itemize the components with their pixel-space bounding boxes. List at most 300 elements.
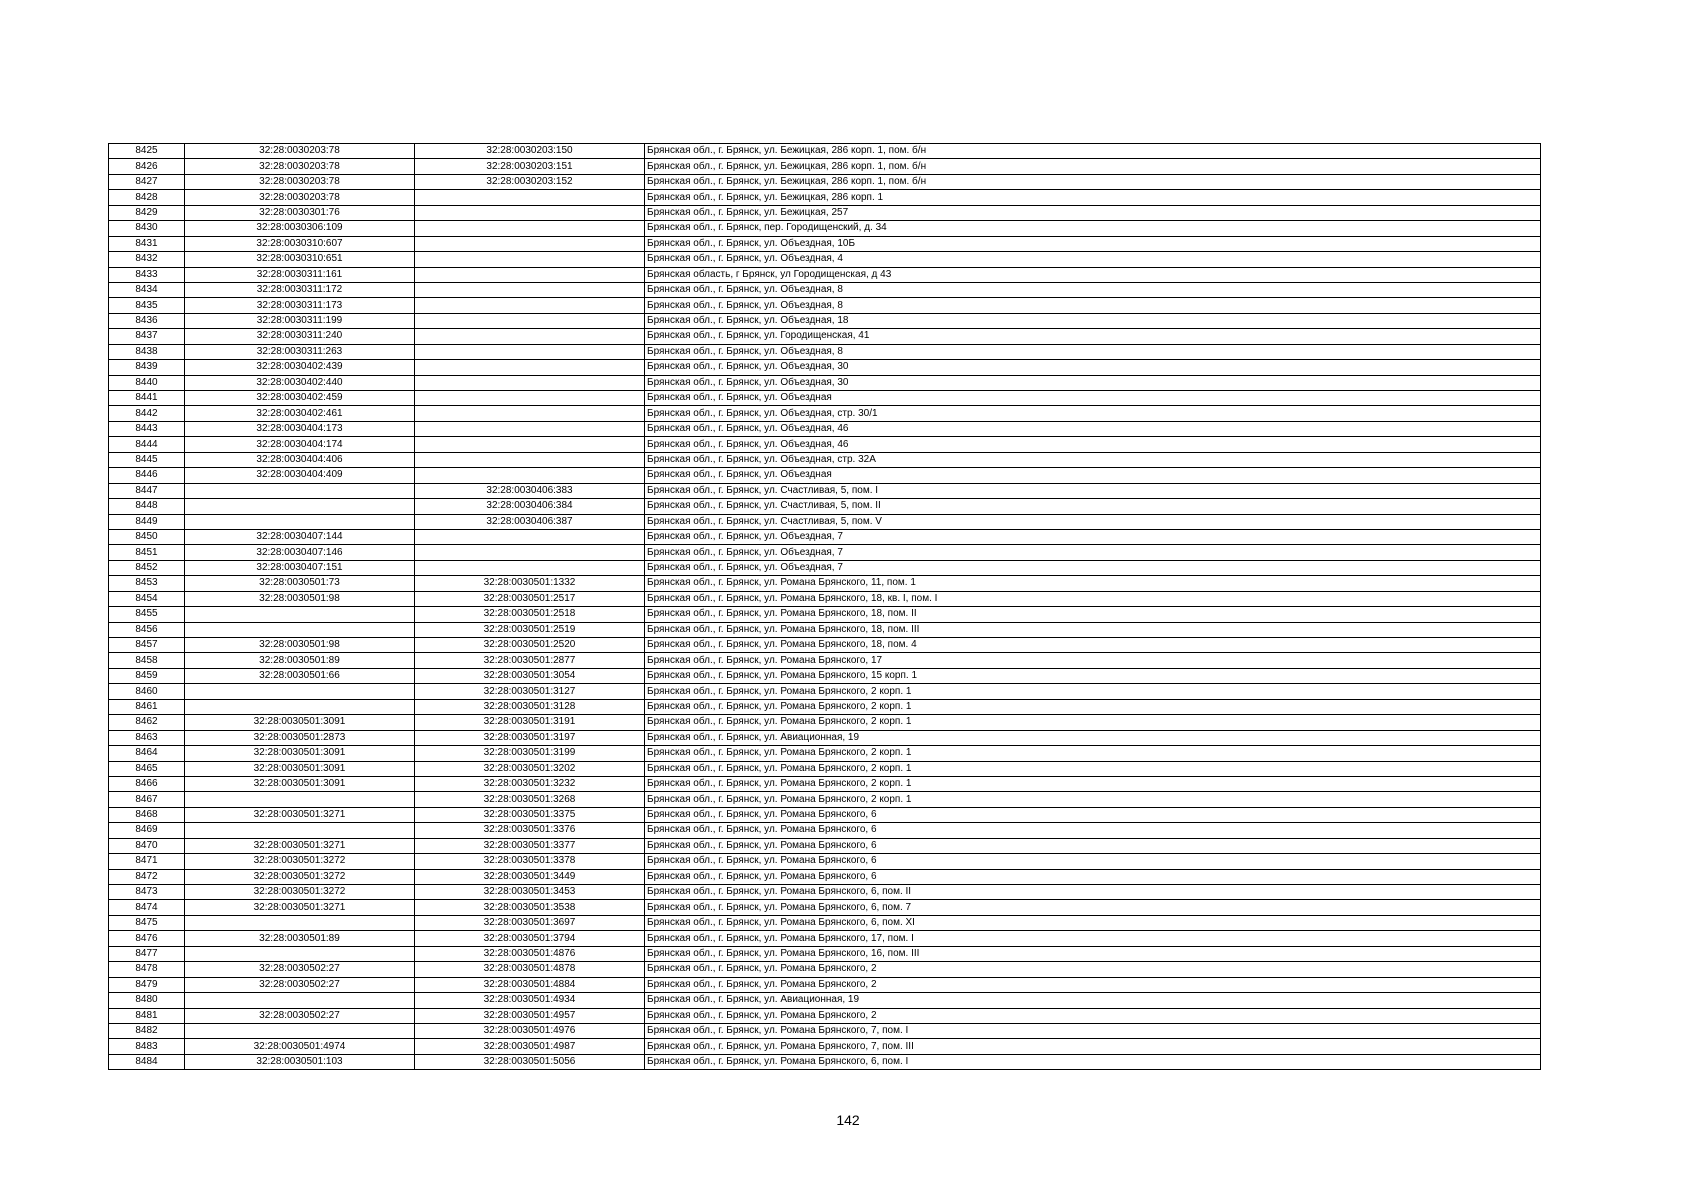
- row-number-cell: 8455: [109, 607, 185, 622]
- land-cadastral-number-cell: 32:28:0030501:2873: [185, 730, 415, 745]
- land-cadastral-number-cell: [185, 499, 415, 514]
- building-cadastral-number-cell: 32:28:0030501:4876: [415, 946, 645, 961]
- address-cell: Брянская обл., г. Брянск, ул. Романа Брянского, 2 корп. 1: [645, 715, 1541, 730]
- address-cell: Брянская обл., г. Брянск, ул. Объездная, стр. 30/1: [645, 406, 1541, 421]
- land-cadastral-number-cell: 32:28:0030310:651: [185, 252, 415, 267]
- address-cell: Брянская обл., г. Брянск, ул. Романа Брянского, 18, кв. I, пом. I: [645, 591, 1541, 606]
- row-number-cell: 8468: [109, 807, 185, 822]
- row-number-cell: 8471: [109, 854, 185, 869]
- row-number-cell: 8451: [109, 545, 185, 560]
- table-row: [109, 221, 1541, 236]
- address-cell: Брянская обл., г. Брянск, ул. Романа Брянского, 18, пом. 4: [645, 638, 1541, 653]
- row-number-cell: 8457: [109, 638, 185, 653]
- land-cadastral-number-cell: 32:28:0030311:199: [185, 313, 415, 328]
- row-number-cell: 8446: [109, 468, 185, 483]
- table-row: [109, 885, 1541, 900]
- land-cadastral-number-cell: [185, 823, 415, 838]
- address-cell: Брянская обл., г. Брянск, ул. Объездная, 8: [645, 282, 1541, 297]
- table-row: [109, 607, 1541, 622]
- table-row: [109, 514, 1541, 529]
- row-number-cell: 8473: [109, 885, 185, 900]
- land-cadastral-number-cell: 32:28:0030501:3271: [185, 838, 415, 853]
- address-cell: Брянская обл., г. Брянск, ул. Объездная: [645, 468, 1541, 483]
- row-number-cell: 8443: [109, 421, 185, 436]
- building-cadastral-number-cell: [415, 313, 645, 328]
- row-number-cell: 8432: [109, 252, 185, 267]
- row-number-cell: 8479: [109, 977, 185, 992]
- address-cell: Брянская обл., г. Брянск, ул. Романа Брянского, 2: [645, 977, 1541, 992]
- address-cell: Брянская обл., г. Брянск, ул. Романа Брянского, 6, пом. 7: [645, 900, 1541, 915]
- row-number-cell: 8463: [109, 730, 185, 745]
- row-number-cell: 8462: [109, 715, 185, 730]
- address-cell: Брянская обл., г. Брянск, ул. Счастливая, 5, пом. I: [645, 483, 1541, 498]
- address-cell: Брянская обл., г. Брянск, ул. Романа Брянского, 2 корп. 1: [645, 684, 1541, 699]
- table-row: [109, 684, 1541, 699]
- address-cell: Брянская обл., г. Брянск, ул. Романа Брянского, 11, пом. 1: [645, 576, 1541, 591]
- building-cadastral-number-cell: [415, 545, 645, 560]
- table-row: [109, 560, 1541, 575]
- address-cell: Брянская обл., г. Брянск, ул. Романа Брянского, 2 корп. 1: [645, 699, 1541, 714]
- table-row: [109, 715, 1541, 730]
- land-cadastral-number-cell: 32:28:0030502:27: [185, 977, 415, 992]
- building-cadastral-number-cell: 32:28:0030501:3794: [415, 931, 645, 946]
- building-cadastral-number-cell: 32:28:0030501:3378: [415, 854, 645, 869]
- table-row: [109, 1039, 1541, 1054]
- building-cadastral-number-cell: 32:28:0030501:3191: [415, 715, 645, 730]
- address-cell: Брянская обл., г. Брянск, ул. Бежицкая, 286 корп. 1, пом. б/н: [645, 174, 1541, 189]
- building-cadastral-number-cell: 32:28:0030501:3538: [415, 900, 645, 915]
- land-cadastral-number-cell: 32:28:0030501:66: [185, 668, 415, 683]
- row-number-cell: 8477: [109, 946, 185, 961]
- table-body: [109, 144, 1541, 1070]
- building-cadastral-number-cell: 32:28:0030501:3449: [415, 869, 645, 884]
- land-cadastral-number-cell: 32:28:0030501:103: [185, 1054, 415, 1069]
- table-row: [109, 391, 1541, 406]
- land-cadastral-number-cell: 32:28:0030402:440: [185, 375, 415, 390]
- address-cell: Брянская обл., г. Брянск, ул. Счастливая, 5, пом. V: [645, 514, 1541, 529]
- building-cadastral-number-cell: [415, 205, 645, 220]
- address-cell: Брянская обл., г. Брянск, ул. Романа Брянского, 7, пом. III: [645, 1039, 1541, 1054]
- land-cadastral-number-cell: 32:28:0030501:3091: [185, 761, 415, 776]
- row-number-cell: 8460: [109, 684, 185, 699]
- building-cadastral-number-cell: 32:28:0030501:3268: [415, 792, 645, 807]
- row-number-cell: 8464: [109, 746, 185, 761]
- land-cadastral-number-cell: [185, 792, 415, 807]
- land-cadastral-number-cell: 32:28:0030310:607: [185, 236, 415, 251]
- row-number-cell: 8461: [109, 699, 185, 714]
- address-cell: Брянская обл., г. Брянск, ул. Объездная, 4: [645, 252, 1541, 267]
- building-cadastral-number-cell: [415, 221, 645, 236]
- table-row: [109, 329, 1541, 344]
- table-row: [109, 190, 1541, 205]
- row-number-cell: 8467: [109, 792, 185, 807]
- land-cadastral-number-cell: 32:28:0030501:3091: [185, 715, 415, 730]
- address-cell: Брянская обл., г. Брянск, ул. Городищенская, 41: [645, 329, 1541, 344]
- land-cadastral-number-cell: 32:28:0030402:459: [185, 391, 415, 406]
- land-cadastral-number-cell: [185, 915, 415, 930]
- land-cadastral-number-cell: 32:28:0030404:174: [185, 437, 415, 452]
- land-cadastral-number-cell: 32:28:0030501:3271: [185, 900, 415, 915]
- row-number-cell: 8465: [109, 761, 185, 776]
- row-number-cell: 8458: [109, 653, 185, 668]
- building-cadastral-number-cell: [415, 298, 645, 313]
- row-number-cell: 8435: [109, 298, 185, 313]
- building-cadastral-number-cell: [415, 375, 645, 390]
- address-cell: Брянская обл., г. Брянск, ул. Объездная, стр. 32А: [645, 452, 1541, 467]
- building-cadastral-number-cell: 32:28:0030501:2518: [415, 607, 645, 622]
- row-number-cell: 8470: [109, 838, 185, 853]
- table-row: [109, 529, 1541, 544]
- address-cell: Брянская обл., г. Брянск, ул. Авиационная, 19: [645, 730, 1541, 745]
- land-cadastral-number-cell: 32:28:0030311:161: [185, 267, 415, 282]
- building-cadastral-number-cell: [415, 267, 645, 282]
- row-number-cell: 8472: [109, 869, 185, 884]
- land-cadastral-number-cell: 32:28:0030407:144: [185, 529, 415, 544]
- building-cadastral-number-cell: 32:28:0030501:1332: [415, 576, 645, 591]
- building-cadastral-number-cell: 32:28:0030501:4976: [415, 1023, 645, 1038]
- building-cadastral-number-cell: 32:28:0030501:3375: [415, 807, 645, 822]
- address-cell: Брянская обл., г. Брянск, ул. Романа Брянского, 6, пом. I: [645, 1054, 1541, 1069]
- row-number-cell: 8454: [109, 591, 185, 606]
- building-cadastral-number-cell: [415, 437, 645, 452]
- address-cell: Брянская обл., г. Брянск, ул. Романа Брянского, 17, пом. I: [645, 931, 1541, 946]
- address-cell: Брянская обл., г. Брянск, ул. Объездная, 30: [645, 375, 1541, 390]
- address-cell: Брянская обл., г. Брянск, ул. Объездная, 18: [645, 313, 1541, 328]
- building-cadastral-number-cell: [415, 560, 645, 575]
- land-cadastral-number-cell: 32:28:0030501:98: [185, 591, 415, 606]
- land-cadastral-number-cell: 32:28:0030203:78: [185, 190, 415, 205]
- address-cell: Брянская обл., г. Брянск, ул. Романа Брянского, 15 корп. 1: [645, 668, 1541, 683]
- table-row: [109, 298, 1541, 313]
- address-cell: Брянская обл., г. Брянск, ул. Объездная: [645, 391, 1541, 406]
- building-cadastral-number-cell: 32:28:0030501:2520: [415, 638, 645, 653]
- table-row: [109, 545, 1541, 560]
- building-cadastral-number-cell: 32:28:0030501:3197: [415, 730, 645, 745]
- table-row: [109, 622, 1541, 637]
- table-row: [109, 437, 1541, 452]
- address-cell: Брянская обл., г. Брянск, пер. Городищенский, д. 34: [645, 221, 1541, 236]
- building-cadastral-number-cell: [415, 329, 645, 344]
- row-number-cell: 8453: [109, 576, 185, 591]
- table-row: [109, 591, 1541, 606]
- row-number-cell: 8475: [109, 915, 185, 930]
- address-cell: Брянская обл., г. Брянск, ул. Романа Брянского, 2: [645, 962, 1541, 977]
- address-cell: Брянская обл., г. Брянск, ул. Романа Брянского, 18, пом. III: [645, 622, 1541, 637]
- address-cell: Брянская обл., г. Брянск, ул. Бежицкая, 286 корп. 1: [645, 190, 1541, 205]
- address-cell: Брянская обл., г. Брянск, ул. Романа Брянского, 2 корп. 1: [645, 792, 1541, 807]
- row-number-cell: 8447: [109, 483, 185, 498]
- land-cadastral-number-cell: [185, 684, 415, 699]
- table-row: [109, 252, 1541, 267]
- building-cadastral-number-cell: 32:28:0030501:3376: [415, 823, 645, 838]
- table-row: [109, 915, 1541, 930]
- building-cadastral-number-cell: 32:28:0030501:3202: [415, 761, 645, 776]
- land-cadastral-number-cell: 32:28:0030404:409: [185, 468, 415, 483]
- land-cadastral-number-cell: [185, 946, 415, 961]
- row-number-cell: 8466: [109, 776, 185, 791]
- table-row: [109, 282, 1541, 297]
- table-row: [109, 468, 1541, 483]
- row-number-cell: 8452: [109, 560, 185, 575]
- building-cadastral-number-cell: 32:28:0030406:383: [415, 483, 645, 498]
- land-cadastral-number-cell: 32:28:0030311:263: [185, 344, 415, 359]
- address-cell: Брянская обл., г. Брянск, ул. Романа Брянского, 6: [645, 823, 1541, 838]
- building-cadastral-number-cell: [415, 282, 645, 297]
- row-number-cell: 8433: [109, 267, 185, 282]
- row-number-cell: 8481: [109, 1008, 185, 1023]
- row-number-cell: 8430: [109, 221, 185, 236]
- building-cadastral-number-cell: 32:28:0030501:4934: [415, 993, 645, 1008]
- row-number-cell: 8428: [109, 190, 185, 205]
- land-cadastral-number-cell: [185, 1023, 415, 1038]
- address-cell: Брянская обл., г. Брянск, ул. Романа Брянского, 6, пом. XI: [645, 915, 1541, 930]
- address-cell: Брянская область, г Брянск, ул Городищенская, д 43: [645, 267, 1541, 282]
- address-cell: Брянская обл., г. Брянск, ул. Объездная, 8: [645, 298, 1541, 313]
- address-cell: Брянская обл., г. Брянск, ул. Романа Брянского, 6: [645, 838, 1541, 853]
- table-row: [109, 174, 1541, 189]
- address-cell: Брянская обл., г. Брянск, ул. Объездная, 30: [645, 360, 1541, 375]
- address-cell: Брянская обл., г. Брянск, ул. Бежицкая, 286 корп. 1, пом. б/н: [645, 159, 1541, 174]
- land-cadastral-number-cell: 32:28:0030407:146: [185, 545, 415, 560]
- land-cadastral-number-cell: 32:28:0030407:151: [185, 560, 415, 575]
- land-cadastral-number-cell: 32:28:0030311:172: [185, 282, 415, 297]
- address-cell: Брянская обл., г. Брянск, ул. Романа Брянского, 16, пом. III: [645, 946, 1541, 961]
- building-cadastral-number-cell: 32:28:0030501:4957: [415, 1008, 645, 1023]
- building-cadastral-number-cell: 32:28:0030501:2517: [415, 591, 645, 606]
- row-number-cell: 8482: [109, 1023, 185, 1038]
- land-cadastral-number-cell: 32:28:0030306:109: [185, 221, 415, 236]
- table-row: [109, 653, 1541, 668]
- table-row: [109, 931, 1541, 946]
- land-cadastral-number-cell: 32:28:0030203:78: [185, 174, 415, 189]
- land-cadastral-number-cell: 32:28:0030501:3272: [185, 854, 415, 869]
- building-cadastral-number-cell: 32:28:0030501:3697: [415, 915, 645, 930]
- row-number-cell: 8434: [109, 282, 185, 297]
- building-cadastral-number-cell: 32:28:0030501:3453: [415, 885, 645, 900]
- row-number-cell: 8469: [109, 823, 185, 838]
- land-cadastral-number-cell: 32:28:0030311:173: [185, 298, 415, 313]
- row-number-cell: 8459: [109, 668, 185, 683]
- building-cadastral-number-cell: 32:28:0030501:4878: [415, 962, 645, 977]
- address-cell: Брянская обл., г. Брянск, ул. Романа Брянского, 6: [645, 854, 1541, 869]
- table-row: [109, 267, 1541, 282]
- address-cell: Брянская обл., г. Брянск, ул. Счастливая, 5, пом. II: [645, 499, 1541, 514]
- table-row: [109, 807, 1541, 822]
- table-row: [109, 776, 1541, 791]
- address-cell: Брянская обл., г. Брянск, ул. Романа Брянского, 6, пом. II: [645, 885, 1541, 900]
- table-row: [109, 792, 1541, 807]
- address-cell: Брянская обл., г. Брянск, ул. Романа Брянского, 7, пом. I: [645, 1023, 1541, 1038]
- building-cadastral-number-cell: 32:28:0030501:2519: [415, 622, 645, 637]
- row-number-cell: 8429: [109, 205, 185, 220]
- address-cell: Брянская обл., г. Брянск, ул. Романа Брянского, 6: [645, 807, 1541, 822]
- address-cell: Брянская обл., г. Брянск, ул. Романа Брянского, 2 корп. 1: [645, 746, 1541, 761]
- table-row: [109, 1008, 1541, 1023]
- land-cadastral-number-cell: [185, 622, 415, 637]
- land-cadastral-number-cell: 32:28:0030501:98: [185, 638, 415, 653]
- row-number-cell: 8425: [109, 144, 185, 159]
- page-number: 142: [836, 1112, 860, 1128]
- table-row: [109, 144, 1541, 159]
- row-number-cell: 8448: [109, 499, 185, 514]
- property-table: [108, 143, 1541, 1070]
- land-cadastral-number-cell: [185, 483, 415, 498]
- land-cadastral-number-cell: [185, 993, 415, 1008]
- row-number-cell: 8450: [109, 529, 185, 544]
- table-row: [109, 761, 1541, 776]
- table-row: [109, 699, 1541, 714]
- row-number-cell: 8440: [109, 375, 185, 390]
- address-cell: Брянская обл., г. Брянск, ул. Объездная, 7: [645, 545, 1541, 560]
- building-cadastral-number-cell: 32:28:0030501:3199: [415, 746, 645, 761]
- land-cadastral-number-cell: 32:28:0030404:406: [185, 452, 415, 467]
- row-number-cell: 8483: [109, 1039, 185, 1054]
- address-cell: Брянская обл., г. Брянск, ул. Объездная, 7: [645, 560, 1541, 575]
- building-cadastral-number-cell: 32:28:0030501:3127: [415, 684, 645, 699]
- building-cadastral-number-cell: 32:28:0030501:5056: [415, 1054, 645, 1069]
- building-cadastral-number-cell: 32:28:0030501:3232: [415, 776, 645, 791]
- building-cadastral-number-cell: [415, 421, 645, 436]
- row-number-cell: 8456: [109, 622, 185, 637]
- table-row: [109, 406, 1541, 421]
- land-cadastral-number-cell: 32:28:0030203:78: [185, 159, 415, 174]
- table-row: [109, 869, 1541, 884]
- table-row: [109, 993, 1541, 1008]
- address-cell: Брянская обл., г. Брянск, ул. Объездная, 10Б: [645, 236, 1541, 251]
- row-number-cell: 8438: [109, 344, 185, 359]
- address-cell: Брянская обл., г. Брянск, ул. Объездная, 7: [645, 529, 1541, 544]
- building-cadastral-number-cell: [415, 236, 645, 251]
- row-number-cell: 8427: [109, 174, 185, 189]
- land-cadastral-number-cell: 32:28:0030402:461: [185, 406, 415, 421]
- land-cadastral-number-cell: 32:28:0030501:3272: [185, 869, 415, 884]
- land-cadastral-number-cell: 32:28:0030203:78: [185, 144, 415, 159]
- table-row: [109, 375, 1541, 390]
- table-row: [109, 499, 1541, 514]
- address-cell: Брянская обл., г. Брянск, ул. Романа Брянского, 18, пом. II: [645, 607, 1541, 622]
- land-cadastral-number-cell: [185, 699, 415, 714]
- address-cell: Брянская обл., г. Брянск, ул. Романа Брянского, 2 корп. 1: [645, 776, 1541, 791]
- building-cadastral-number-cell: 32:28:0030501:4987: [415, 1039, 645, 1054]
- land-cadastral-number-cell: 32:28:0030501:3091: [185, 776, 415, 791]
- table-row: [109, 452, 1541, 467]
- building-cadastral-number-cell: 32:28:0030501:3377: [415, 838, 645, 853]
- building-cadastral-number-cell: [415, 529, 645, 544]
- land-cadastral-number-cell: 32:28:0030311:240: [185, 329, 415, 344]
- row-number-cell: 8439: [109, 360, 185, 375]
- row-number-cell: 8476: [109, 931, 185, 946]
- building-cadastral-number-cell: [415, 344, 645, 359]
- row-number-cell: 8437: [109, 329, 185, 344]
- address-cell: Брянская обл., г. Брянск, ул. Объездная, 46: [645, 437, 1541, 452]
- table-row: [109, 977, 1541, 992]
- address-cell: Брянская обл., г. Брянск, ул. Объездная, 46: [645, 421, 1541, 436]
- land-cadastral-number-cell: 32:28:0030301:76: [185, 205, 415, 220]
- row-number-cell: 8441: [109, 391, 185, 406]
- building-cadastral-number-cell: [415, 360, 645, 375]
- building-cadastral-number-cell: [415, 468, 645, 483]
- land-cadastral-number-cell: 32:28:0030501:3272: [185, 885, 415, 900]
- table-row: [109, 205, 1541, 220]
- table-row: [109, 360, 1541, 375]
- building-cadastral-number-cell: 32:28:0030203:152: [415, 174, 645, 189]
- land-cadastral-number-cell: 32:28:0030501:89: [185, 653, 415, 668]
- address-cell: Брянская обл., г. Брянск, ул. Романа Брянского, 2: [645, 1008, 1541, 1023]
- building-cadastral-number-cell: [415, 190, 645, 205]
- land-cadastral-number-cell: 32:28:0030502:27: [185, 1008, 415, 1023]
- address-cell: Брянская обл., г. Брянск, ул. Объездная, 8: [645, 344, 1541, 359]
- land-cadastral-number-cell: 32:28:0030502:27: [185, 962, 415, 977]
- table-row: [109, 962, 1541, 977]
- row-number-cell: 8426: [109, 159, 185, 174]
- table-row: [109, 823, 1541, 838]
- row-number-cell: 8474: [109, 900, 185, 915]
- land-cadastral-number-cell: 32:28:0030501:4974: [185, 1039, 415, 1054]
- building-cadastral-number-cell: 32:28:0030203:150: [415, 144, 645, 159]
- table-row: [109, 946, 1541, 961]
- address-cell: Брянская обл., г. Брянск, ул. Бежицкая, 286 корп. 1, пом. б/н: [645, 144, 1541, 159]
- table-row: [109, 668, 1541, 683]
- table-row: [109, 159, 1541, 174]
- row-number-cell: 8484: [109, 1054, 185, 1069]
- table-row: [109, 421, 1541, 436]
- address-cell: Брянская обл., г. Брянск, ул. Романа Брянского, 2 корп. 1: [645, 761, 1541, 776]
- row-number-cell: 8445: [109, 452, 185, 467]
- land-cadastral-number-cell: 32:28:0030501:73: [185, 576, 415, 591]
- building-cadastral-number-cell: 32:28:0030406:384: [415, 499, 645, 514]
- table-row: [109, 1023, 1541, 1038]
- row-number-cell: 8478: [109, 962, 185, 977]
- table-row: [109, 576, 1541, 591]
- table-row: [109, 638, 1541, 653]
- table-row: [109, 344, 1541, 359]
- land-cadastral-number-cell: 32:28:0030501:89: [185, 931, 415, 946]
- building-cadastral-number-cell: [415, 252, 645, 267]
- land-cadastral-number-cell: 32:28:0030402:439: [185, 360, 415, 375]
- table-row: [109, 1054, 1541, 1069]
- row-number-cell: 8431: [109, 236, 185, 251]
- building-cadastral-number-cell: 32:28:0030203:151: [415, 159, 645, 174]
- table-row: [109, 900, 1541, 915]
- building-cadastral-number-cell: [415, 406, 645, 421]
- building-cadastral-number-cell: 32:28:0030501:2877: [415, 653, 645, 668]
- row-number-cell: 8449: [109, 514, 185, 529]
- row-number-cell: 8436: [109, 313, 185, 328]
- land-cadastral-number-cell: [185, 607, 415, 622]
- address-cell: Брянская обл., г. Брянск, ул. Бежицкая, 257: [645, 205, 1541, 220]
- land-cadastral-number-cell: 32:28:0030404:173: [185, 421, 415, 436]
- table-row: [109, 746, 1541, 761]
- row-number-cell: 8444: [109, 437, 185, 452]
- address-cell: Брянская обл., г. Брянск, ул. Романа Брянского, 6: [645, 869, 1541, 884]
- address-cell: Брянская обл., г. Брянск, ул. Романа Брянского, 17: [645, 653, 1541, 668]
- address-cell: Брянская обл., г. Брянск, ул. Авиационная, 19: [645, 993, 1541, 1008]
- building-cadastral-number-cell: 32:28:0030501:3054: [415, 668, 645, 683]
- land-cadastral-number-cell: 32:28:0030501:3271: [185, 807, 415, 822]
- building-cadastral-number-cell: 32:28:0030501:3128: [415, 699, 645, 714]
- row-number-cell: 8480: [109, 993, 185, 1008]
- land-cadastral-number-cell: 32:28:0030501:3091: [185, 746, 415, 761]
- table-row: [109, 313, 1541, 328]
- table-row: [109, 854, 1541, 869]
- building-cadastral-number-cell: 32:28:0030501:4884: [415, 977, 645, 992]
- building-cadastral-number-cell: 32:28:0030406:387: [415, 514, 645, 529]
- row-number-cell: 8442: [109, 406, 185, 421]
- table-row: [109, 236, 1541, 251]
- land-cadastral-number-cell: [185, 514, 415, 529]
- table-row: [109, 730, 1541, 745]
- table-row: [109, 838, 1541, 853]
